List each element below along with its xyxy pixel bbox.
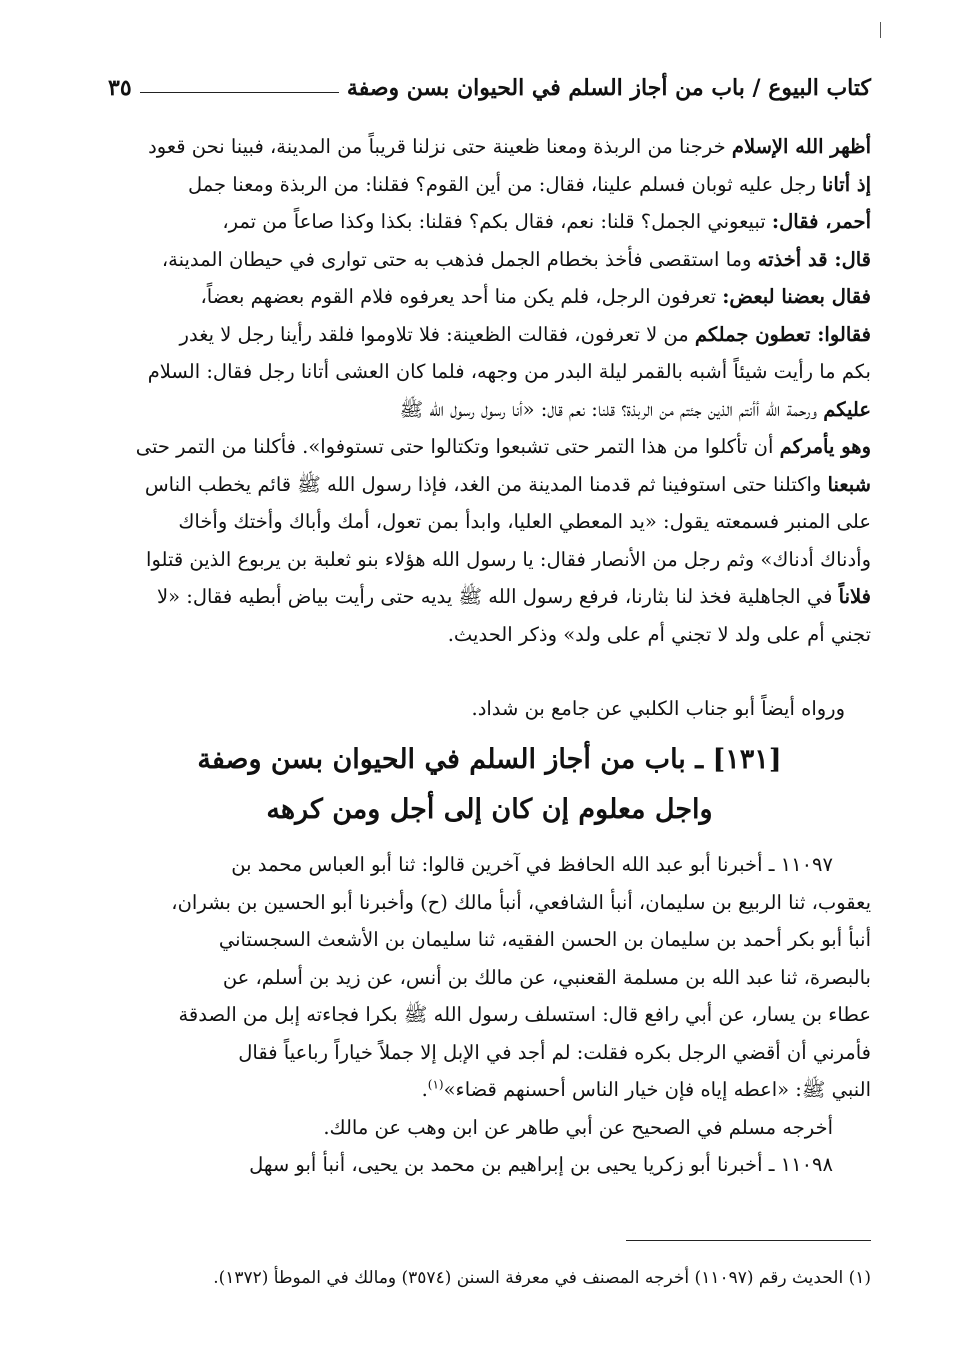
text-line-lead: قال: قد أخذته: [757, 247, 871, 271]
next-hadith-line: ١١٠٩٨ ـ أخبرنا أبو زكريا يحيى بن إبراهيم بن محمد بن يحيى، أنبأ أبو سهل: [249, 1153, 833, 1176]
text-line: أنبأ أبو بكر أحمد بن سليمان بن الحسن الفقيه، ثنا سليمان بن الأشعث السجستاني: [218, 928, 871, 951]
text-line: [108, 541, 871, 579]
footnote-separator: [626, 1240, 871, 1241]
takhrij-note: أخرجه مسلم في الصحيح عن أبي طاهر عن ابن وهب عن مالك.: [323, 1115, 833, 1139]
text-line-body: ورحمة الله أأنتم الذين جئتم من الربذة؟ قلنا: نعم قال: «أنا رسول رسول الله ﷺ: [399, 397, 824, 421]
running-title: كتاب البيوع / باب من أجاز السلم في الحيوان بسن وصفة: [346, 75, 871, 101]
text-line-lead: شبعنا: [827, 472, 871, 496]
text-line-lead: عليكم: [823, 397, 871, 421]
text-line: [108, 391, 871, 429]
chapter-heading: [108, 735, 871, 835]
text-line: يعقوب، ثنا الربيع بن سليمان، أنبأ الشافعي، أنبأ مالك (ح) وأخبرنا أبو الحسين بن بشران،: [171, 890, 871, 914]
text-line-body: النبي ﷺ: «اعطه إياه فإن خيار الناس أحسنهم قضاء»: [443, 1078, 871, 1101]
text-line-body: خرجنا من الربذة ومعنا ظعينة حتى نزلنا قريباً من المدينة، فبينا نحن قعود: [148, 135, 732, 158]
text-line: [108, 466, 871, 504]
narration-note: ورواه أيضاً أبو جناب الكلبي عن جامع بن شداد.: [471, 697, 845, 720]
text-line-body: واكتلنا حتى استوفينا ثم قدمنا المدينة من الغد، فإذا رسول الله ﷺ قائم يخطب الناس: [144, 472, 828, 496]
page-number: ٣٥: [108, 75, 132, 101]
footnote-reference[interactable]: (١): [427, 1077, 444, 1092]
sentence-end: .: [421, 1078, 428, 1101]
running-header: [108, 70, 871, 106]
text-line: [108, 128, 871, 166]
text-line: [108, 203, 871, 241]
text-line: [108, 503, 871, 541]
text-line: ١١٠٩٧ ـ أخبرنا أبو عبد الله الحافظ في آخرين قالوا: ثنا أبو العباس محمد بن: [231, 853, 833, 876]
text-line-lead: أحمر، فقال:: [771, 210, 871, 233]
text-line-lead: فقالوا: تعطون جملكم: [694, 322, 871, 346]
text-line-body: تبيعوني الجمل؟ قلنا: نعم، فقال بكم؟ فقلنا: بكذا وكذا صاعاً من تمر،: [222, 210, 772, 233]
page-edge-mark: [880, 22, 881, 38]
text-line-body: رجل عليه ثوبان فسلم علينا، فقال: من أين القوم؟ فقلنا: من الربذة ومعنا جمل: [187, 172, 822, 196]
text-line: بالبصرة، ثنا عبد الله بن مسلمة القعنبي، عن مالك بن أنس، عن زيد بن أسلم، عن: [222, 965, 871, 989]
text-line-body: على المنبر فسمعته يقول: «يد المعطي العليا، وابدأ بمن تعول، أمك وأباك وأختك وأخاك: [178, 510, 871, 533]
text-line: [108, 353, 871, 391]
text-line: [108, 616, 871, 654]
text-line-body: وما استقصى فأخذ بخطام الجمل فذهب به حتى توارى في حيطان المدينة،: [161, 247, 758, 271]
hadith-11097: [108, 846, 871, 1184]
header-rule: [140, 92, 339, 93]
text-line-lead: فلاناً: [838, 585, 871, 608]
text-line: [108, 316, 871, 354]
text-line: [108, 278, 871, 316]
chapter-heading-line-1: [١٣١] ـ باب من أجاز السلم في الحيوان بسن وصفة: [197, 744, 782, 775]
footnote: (١) الحديث رقم (١١٠٩٧) أخرجه المصنف في معرفة السنن (٣٥٧٤) ومالك في الموطأ (١٣٧٢).: [213, 1268, 871, 1288]
text-line-lead: إذ أتانا: [821, 172, 871, 196]
text-line-lead: أظهر الله الإسلام: [731, 135, 871, 158]
text-line: [108, 241, 871, 279]
text-line-final: [108, 1071, 871, 1109]
text-line: [108, 578, 871, 616]
text-line-body: أن تأكلوا من هذا التمر حتى تشبعوا وتكتالوا حتى تستوفوا». فأكلنا من التمر حتى: [135, 435, 780, 458]
text-line-body: في الجاهلية فخذ لنا بثارنا، فرفع رسول الله ﷺ يديه حتى رأيت بياض أبطيه فقال: «لا: [157, 585, 839, 608]
text-line-body: تجني أم على ولد لا تجني أم على ولد» وذكر الحديث.: [447, 622, 871, 646]
text-line-lead: فقال بعضنا لبعض:: [722, 285, 871, 308]
text-line: فأمرني أن أقضي الرجل بكره فقلت: لم أجد في الإبل إلا جملاً خياراً رباعياً فقال: [238, 1040, 871, 1064]
text-line: عطاء بن يسار، عن أبي رافع قال: استسلف رسول الله ﷺ بكرا فجاءته إبل من الصدقة: [178, 1003, 871, 1026]
text-line-body: تعرفون الرجل، فلم يكن منا أحد يعرفوه فلام القوم بعضهم بعضاً،: [200, 285, 723, 308]
text-line: [108, 166, 871, 204]
text-line-body: من لا تعرفون، فقالت الظعينة: فلا تلاوموا فلقد رأينا رجل لا يغدر: [179, 322, 695, 346]
text-line-body: بكم ما رأيت شيئاً أشبه بالقمر ليلة البدر من وجهه، فلما كان العشى أتانا رجل فقال: السلام: [147, 360, 871, 383]
text-line-lead: وهو يأمركم: [779, 435, 871, 458]
hadith-continuation: [108, 128, 871, 653]
text-line: [108, 428, 871, 466]
text-line-body: وأدناك أدناك» وثم رجل من الأنصار فقال: يا رسول الله هؤلاء بنو ثعلبة بن يربوع الذين قتلوا: [146, 547, 871, 571]
chapter-heading-line-2: واجل معلوم إن كان إلى أجل ومن كرهه: [266, 794, 713, 825]
